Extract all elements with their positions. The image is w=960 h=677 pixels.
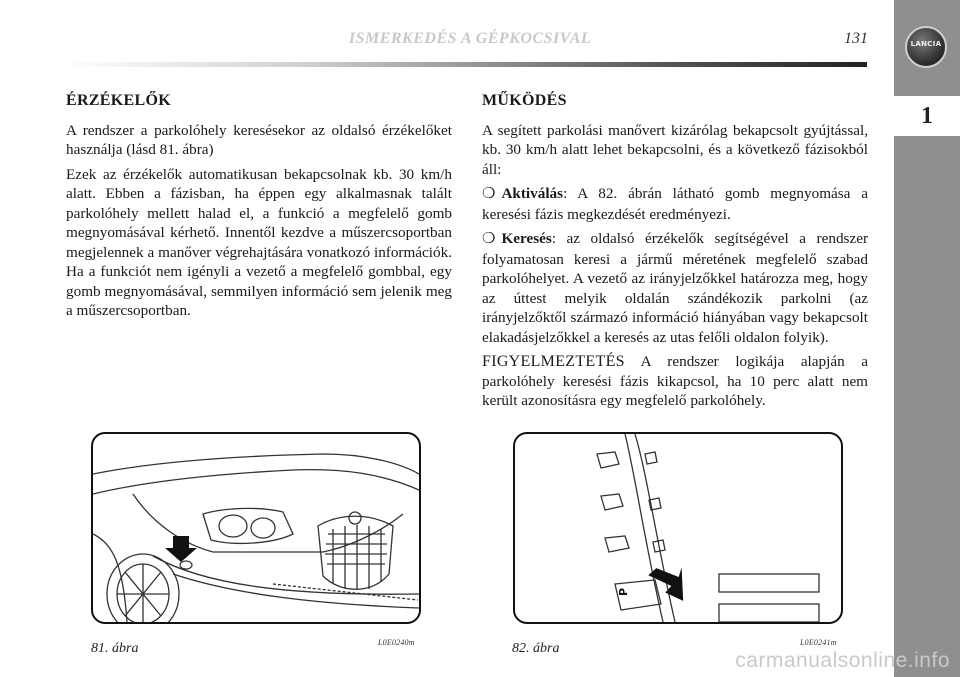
bullet-term: Aktiválás xyxy=(501,185,564,202)
arrow-pointer-icon xyxy=(647,560,693,609)
paragraph: A rendszer a parkolóhely keresésekor az oldalsó érzékelőket használja (lásd 81. ábra) xyxy=(66,121,452,158)
section-heading-operation: MŰKÖDÉS xyxy=(482,92,567,109)
header-rule xyxy=(62,62,867,67)
section-heading-sensors: ÉRZÉKELŐK xyxy=(66,92,171,109)
figure-caption: 82. ábra xyxy=(512,641,560,656)
bullet-circle-icon: ❍ xyxy=(482,186,496,202)
paragraph: Ezek az érzékelők automatikusan bekapcsolnak kb. 30 km/h alatt. Ebben a fázisban, ha éppen egy alkalmasnak talált parkolóhely mellett halad el, a funkció a megfelelő gomb megnyomásával kérhető. Innentől kezdve a műszercsoportban megjelennek a manőver végrehajtására vonatkozó információk. Ha a funkciót nem igényli a vezető a megfelelő gombbal, egy gomb megnyomásával, semmilyen információ sem jelenik meg a műszercsoportban. xyxy=(66,165,452,319)
figure-81-car-front xyxy=(91,432,421,624)
park-button-icon: P xyxy=(617,587,630,596)
bullet-item xyxy=(482,184,868,224)
warning-text: A rendszer logikája alapján a parkolóhely keresési fázis kikapcsol, ha 10 perc alatt nem került azonosításra egy megfelelő parkolóhely. xyxy=(482,353,868,409)
car-front-illustration xyxy=(93,434,419,622)
bullet-term: Keresés xyxy=(501,230,552,247)
page-number: 131 xyxy=(844,30,868,47)
bullet-text: : az oldalsó érzékelők segítségével a rendszer folyamatosan keresi a jármű méretének megfelelő szabad parkolóhelyet. A vezető az irányjelzőkkel határozza meg, hogy az úttest melyik oldalán szándékozik parkolni (az irányjelzőktől származó információ hiányában vagy bekapcsolt elakadásjelzőkkel a keresés az utas felőli oldalon folyik). xyxy=(482,230,868,346)
right-column xyxy=(482,88,868,416)
bullet-circle-icon: ❍ xyxy=(482,231,496,247)
figure-code: L0E0241m xyxy=(800,638,837,647)
figure-caption: 81. ábra xyxy=(91,641,139,656)
warning-title: FIGYELMEZTETÉS xyxy=(482,353,625,370)
logo-text: LANCIA xyxy=(910,40,942,48)
bullet-text: : A 82. ábrán látható gomb megnyomása a keresési fázis megkezdését eredményezi. xyxy=(482,185,868,223)
watermark: carmanualsonline.info xyxy=(735,649,950,672)
paragraph: A segített parkolási manővert kizárólag bekapcsolt gyújtással, kb. 30 km/h alatt lehet bekapcsolni, és a következő fázisokból áll: xyxy=(482,121,868,178)
page-title: ISMERKEDÉS A GÉPKOCSIVAL xyxy=(348,30,592,47)
arrow-down-icon xyxy=(165,536,197,562)
warning-paragraph xyxy=(482,352,868,411)
figure-code: L0E0240m xyxy=(378,638,415,647)
left-column xyxy=(66,88,452,326)
bullet-item xyxy=(482,229,868,347)
dashboard-illustration xyxy=(515,434,841,622)
figure-82-park-button xyxy=(513,432,843,624)
chapter-number: 1 xyxy=(894,96,960,136)
